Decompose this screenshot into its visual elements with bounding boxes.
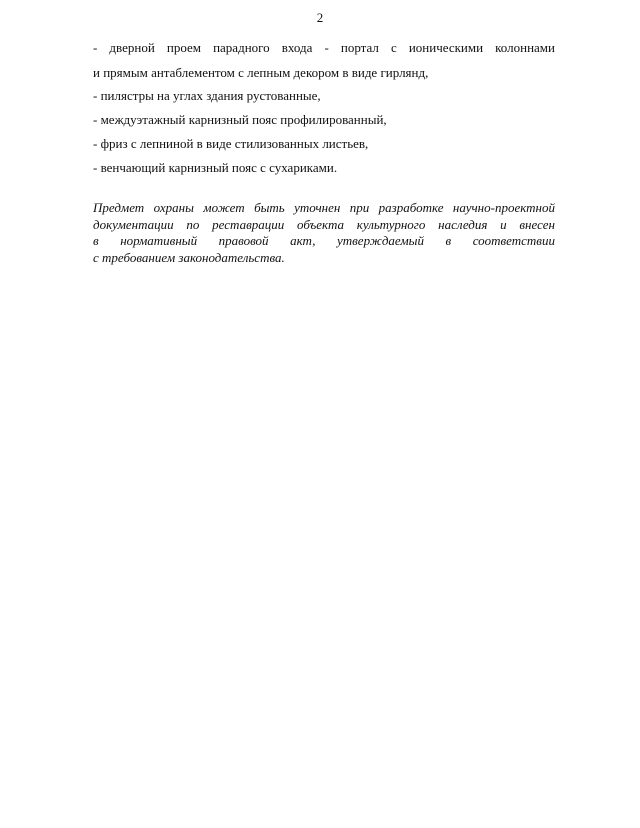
word: быть: [254, 200, 285, 215]
word: ионическими: [408, 40, 484, 55]
word: в: [93, 233, 99, 248]
word: соответствии: [472, 233, 555, 248]
page-number: 2: [316, 10, 324, 25]
word: -: [324, 40, 329, 55]
word: научно-проектной: [452, 200, 555, 215]
word: внесен: [519, 216, 555, 232]
word: реставрации: [212, 216, 285, 232]
note-line-1: [93, 200, 555, 217]
word: правовой: [218, 233, 269, 248]
word: культурного: [356, 216, 426, 232]
list-item-2: - пилястры на углах здания рустованные,: [93, 88, 321, 103]
word: портал: [340, 40, 379, 55]
list-item-3: - междуэтажный карнизный пояс профилированный,: [93, 112, 387, 127]
word: уточнен: [294, 200, 341, 215]
protection-note-paragraph: [93, 200, 555, 266]
word: колоннами: [495, 40, 555, 55]
list-item-1-line-2: и прямым антаблементом с лепным декором в виде гирлянд,: [93, 65, 429, 80]
word: парадного: [213, 40, 270, 55]
word: в: [445, 233, 452, 248]
word: акт,: [290, 233, 316, 248]
word: при: [349, 200, 370, 215]
list-item-5: - венчающий карнизный пояс с сухариками.: [93, 160, 338, 175]
word: входа: [281, 40, 313, 55]
word: с требованием законодательства.: [93, 249, 285, 265]
word: может: [203, 200, 245, 215]
word: разработке: [378, 200, 444, 215]
word: документации: [93, 216, 174, 232]
list-item-1-line-1: [93, 40, 555, 56]
word: охраны: [153, 200, 194, 215]
word: с: [390, 40, 397, 55]
word: объекта: [296, 216, 345, 232]
note-line-2: [93, 217, 555, 234]
word: дверной: [109, 40, 155, 55]
word: и: [500, 216, 507, 232]
word: утверждаемый: [337, 233, 424, 248]
word: Предмет: [93, 200, 145, 215]
word: -: [93, 40, 98, 55]
word: наследия: [438, 216, 488, 232]
note-line-3: [93, 233, 555, 250]
word: проем: [166, 40, 201, 55]
note-line-4: [93, 250, 555, 267]
word: по: [186, 216, 200, 232]
word: нормативный: [120, 233, 198, 248]
list-item-4: - фриз с лепниной в виде стилизованных листьев,: [93, 136, 369, 151]
